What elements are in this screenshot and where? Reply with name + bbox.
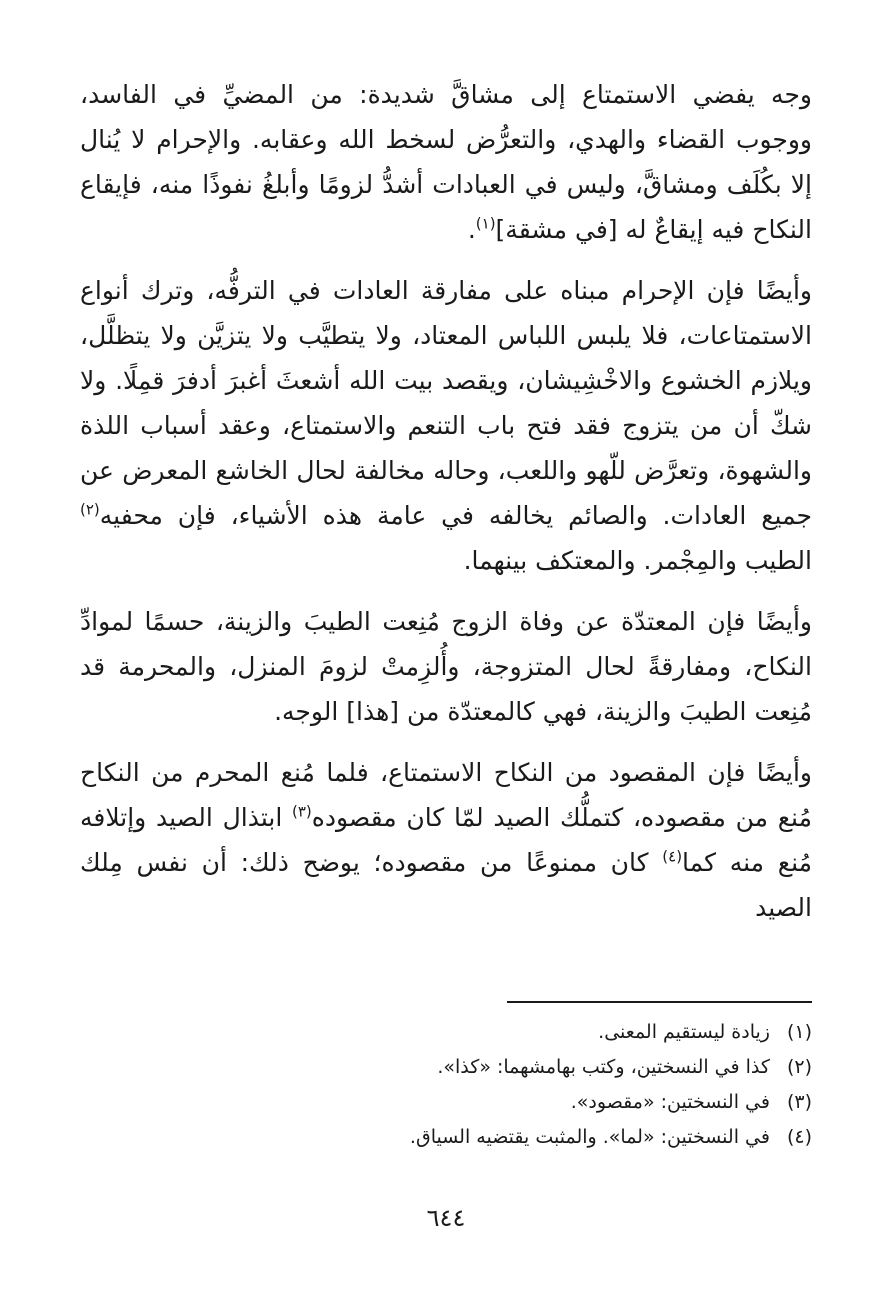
footnotes	[80, 1001, 812, 1155]
footnote-1	[80, 1015, 812, 1050]
footnote-number: (٣)	[786, 1091, 812, 1113]
main-text	[80, 72, 812, 946]
paragraph-text: .	[467, 215, 476, 244]
footnote-ref-4[interactable]: (٤)	[662, 847, 683, 866]
footnote-number: (٢)	[786, 1056, 812, 1078]
paragraph-text: الطيب والمِجْمر. والمعتكف بينهما.	[463, 546, 812, 575]
paragraph-3	[80, 599, 812, 734]
footnote-separator	[507, 1001, 812, 1003]
paragraph-4	[80, 750, 812, 930]
footnote-4	[80, 1120, 812, 1155]
page-number: ٦٤٤	[426, 1204, 466, 1232]
paragraph-text: ابتذال الصيد وإتلافه مُنع منه كما	[80, 803, 813, 877]
footnote-text: في النسختين: «لما». والمثبت يقتضيه السياق.	[409, 1126, 770, 1148]
footnote-number: (٤)	[786, 1126, 812, 1148]
footnote-ref-1[interactable]: (١)	[475, 214, 496, 233]
paragraph-2	[80, 268, 812, 583]
footnote-text: كذا في النسختين، وكتب بهامشهما: «كذا».	[437, 1056, 770, 1078]
paragraph-text: وجه يفضي الاستمتاع إلى مشاقَّ شديدة: من المضيِّ في الفاسد، ووجوب القضاء والهدي، والتعرُّض لسخط الله وعقابه. والإحرام لا يُنال إلا بكُلَف ومشاقَّ، وليس في العبادات أشدُّ لزومًا وأبلغُ نفوذًا منه، فإيقاع النكاح فيه إيقاعٌ له [في مشقة]	[80, 80, 812, 244]
footnote-ref-2[interactable]: (٢)	[80, 500, 100, 519]
footnote-number: (١)	[786, 1021, 812, 1043]
footnote-text: في النسختين: «مقصود».	[570, 1091, 770, 1113]
footnote-ref-3[interactable]: (٣)	[292, 802, 312, 821]
paragraph-text: وأيضًا فإن المقصود من النكاح الاستمتاع، فلما مُنع المحرم من النكاح مُنع من مقصوده، كتملُّك الصيد لمّا كان مقصوده	[80, 758, 812, 832]
footnote-2	[80, 1050, 812, 1085]
footnote-text: زيادة ليستقيم المعنى.	[598, 1021, 770, 1043]
paragraph-1	[80, 72, 812, 252]
footnote-3	[80, 1085, 812, 1120]
paragraph-text: كان ممنوعًا من مقصوده؛ يوضح ذلك: أن نفس مِلك الصيد	[80, 848, 812, 922]
paragraph-text: وأيضًا فإن الإحرام مبناه على مفارقة العادات في الترفُّه، وترك أنواع الاستمتاعات، فلا يلبس اللباس المعتاد، ولا يتطيَّب ولا يتزيَّن ولا يتظلَّل، ويلازم الخشوع والاخْشِيشان، ويقصد بيت الله أشعثَ أغبرَ أدفرَ قمِلًا. ولا شكّ أن من يتزوج فقد فتح باب التنعم والاستمتاع، وعقد أسباب اللذة والشهوة، وتعرَّض للّهو واللعب، وحاله مخالفة لحال الخاشع المعرض عن جميع العادات. والصائم يخالفه في عامة هذه الأشياء، فإن محفيه	[80, 276, 812, 530]
paragraph-text: وأيضًا فإن المعتدّة عن وفاة الزوج مُنِعت الطيبَ والزينة، حسمًا لموادِّ النكاح، ومفارقةً لحال المتزوجة، وأُلزِمتْ لزومَ المنزل، والمحرمة قد مُنِعت الطيبَ والزينة، فهي كالمعتدّة من [هذا] الوجه.	[80, 607, 812, 726]
